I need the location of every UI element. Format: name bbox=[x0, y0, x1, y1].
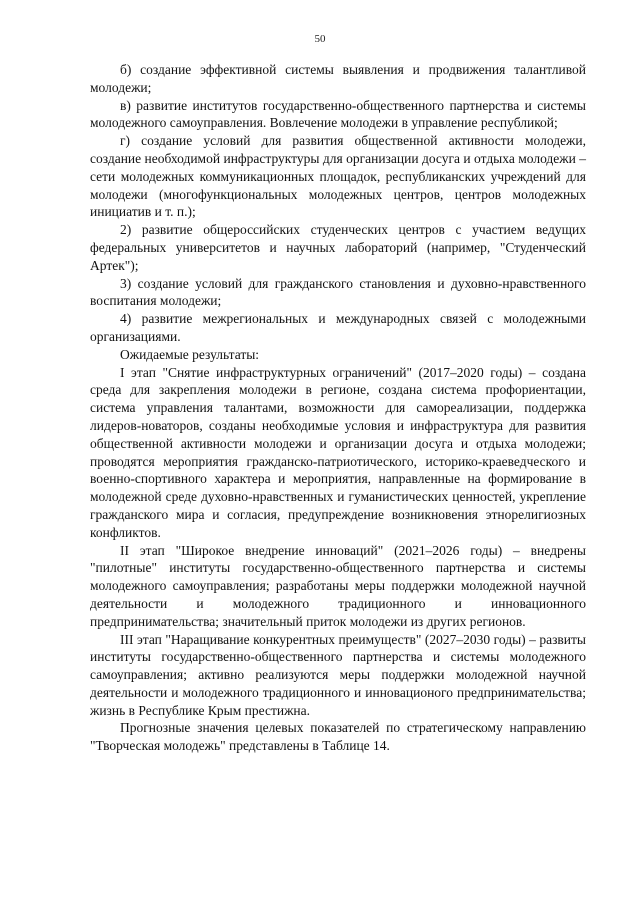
paragraph-2-student-centers: 2) развитие общероссийских студенческих центров с участием ведущих федеральных университетов и научных лабораторий (например, "Студенческий Артек"); bbox=[90, 222, 586, 273]
page-number: 50 bbox=[314, 33, 326, 45]
paragraph-b-talent-system: б) создание эффективной системы выявления и продвижения талантливой молодежи; bbox=[90, 62, 586, 95]
paragraph-stage-1: I этап "Снятие инфраструктурных ограничений" (2017–2020 годы) – создана среда для закрепления молодежи в регионе, создана система профориентации, система управления талантами, возможности для самореализации, поддержка лидеров-новаторов, созданы необходимые условия и инфраструктура для развития общественной активности молодежи и организации досуга и отдыха молодежи; проводятся мероприятия гражданско-патриотического, историко-краеведческого и военно-спортивного характера и мероприятия, направленные на формирование в молодежной среде духовно-нравственных и гуманистических ценностей, укрепление гражданского мира и согласия, предупреждение возникновения этнорелигиозных конфликтов. bbox=[90, 364, 586, 540]
paragraph-forecast-table-ref: Прогнозные значения целевых показателей по стратегическому направлению "Творческая молодежь" представлены в Таблице 14. bbox=[90, 720, 586, 754]
expected-results-heading: Ожидаемые результаты: bbox=[120, 346, 260, 362]
paragraph-4-international-links: 4) развитие межрегиональных и международных связей с молодежными организациями. bbox=[90, 311, 586, 344]
paragraph-v-partnership-institutes: в) развитие институтов государственно-общественного партнерства и системы молодежного самоуправления. Вовлечение молодежи в управление республикой; bbox=[90, 97, 586, 131]
paragraph-3-civic-education: 3) создание условий для гражданского становления и духовно-нравственного воспитания молодежи; bbox=[90, 275, 586, 309]
paragraph-stage-2: II этап "Широкое внедрение инноваций" (2021–2026 годы) – внедрены "пилотные" институты государственно-общественного партнерства и системы молодежного самоуправления; разработаны меры поддержки молодежной научной деятельности и молодежного традиционного и инновационного предпринимательства; значительный приток молодежи из других регионов. bbox=[90, 542, 586, 629]
document-body bbox=[90, 61, 586, 755]
paragraph-g-public-activity: г) создание условий для развития общественной активности молодежи, создание необходимой инфраструктуры для организации досуга и отдыха молодежи – сети молодежных коммуникационных площадок, республиканских учреждений для молодежи (многофункциональных молодежных центров, центров молодежных инициатив и т. п.); bbox=[90, 133, 586, 220]
paragraph-stage-3: III этап "Наращивание конкурентных преимуществ" (2027–2030 годы) – развиты институты государственно-общественного партнерства и системы молодежного самоуправления; активно реализуются меры поддержки молодежной научной деятельности и молодежного традиционного и инновационого предпринимательства; жизнь в Республике Крым престижна. bbox=[90, 631, 586, 718]
